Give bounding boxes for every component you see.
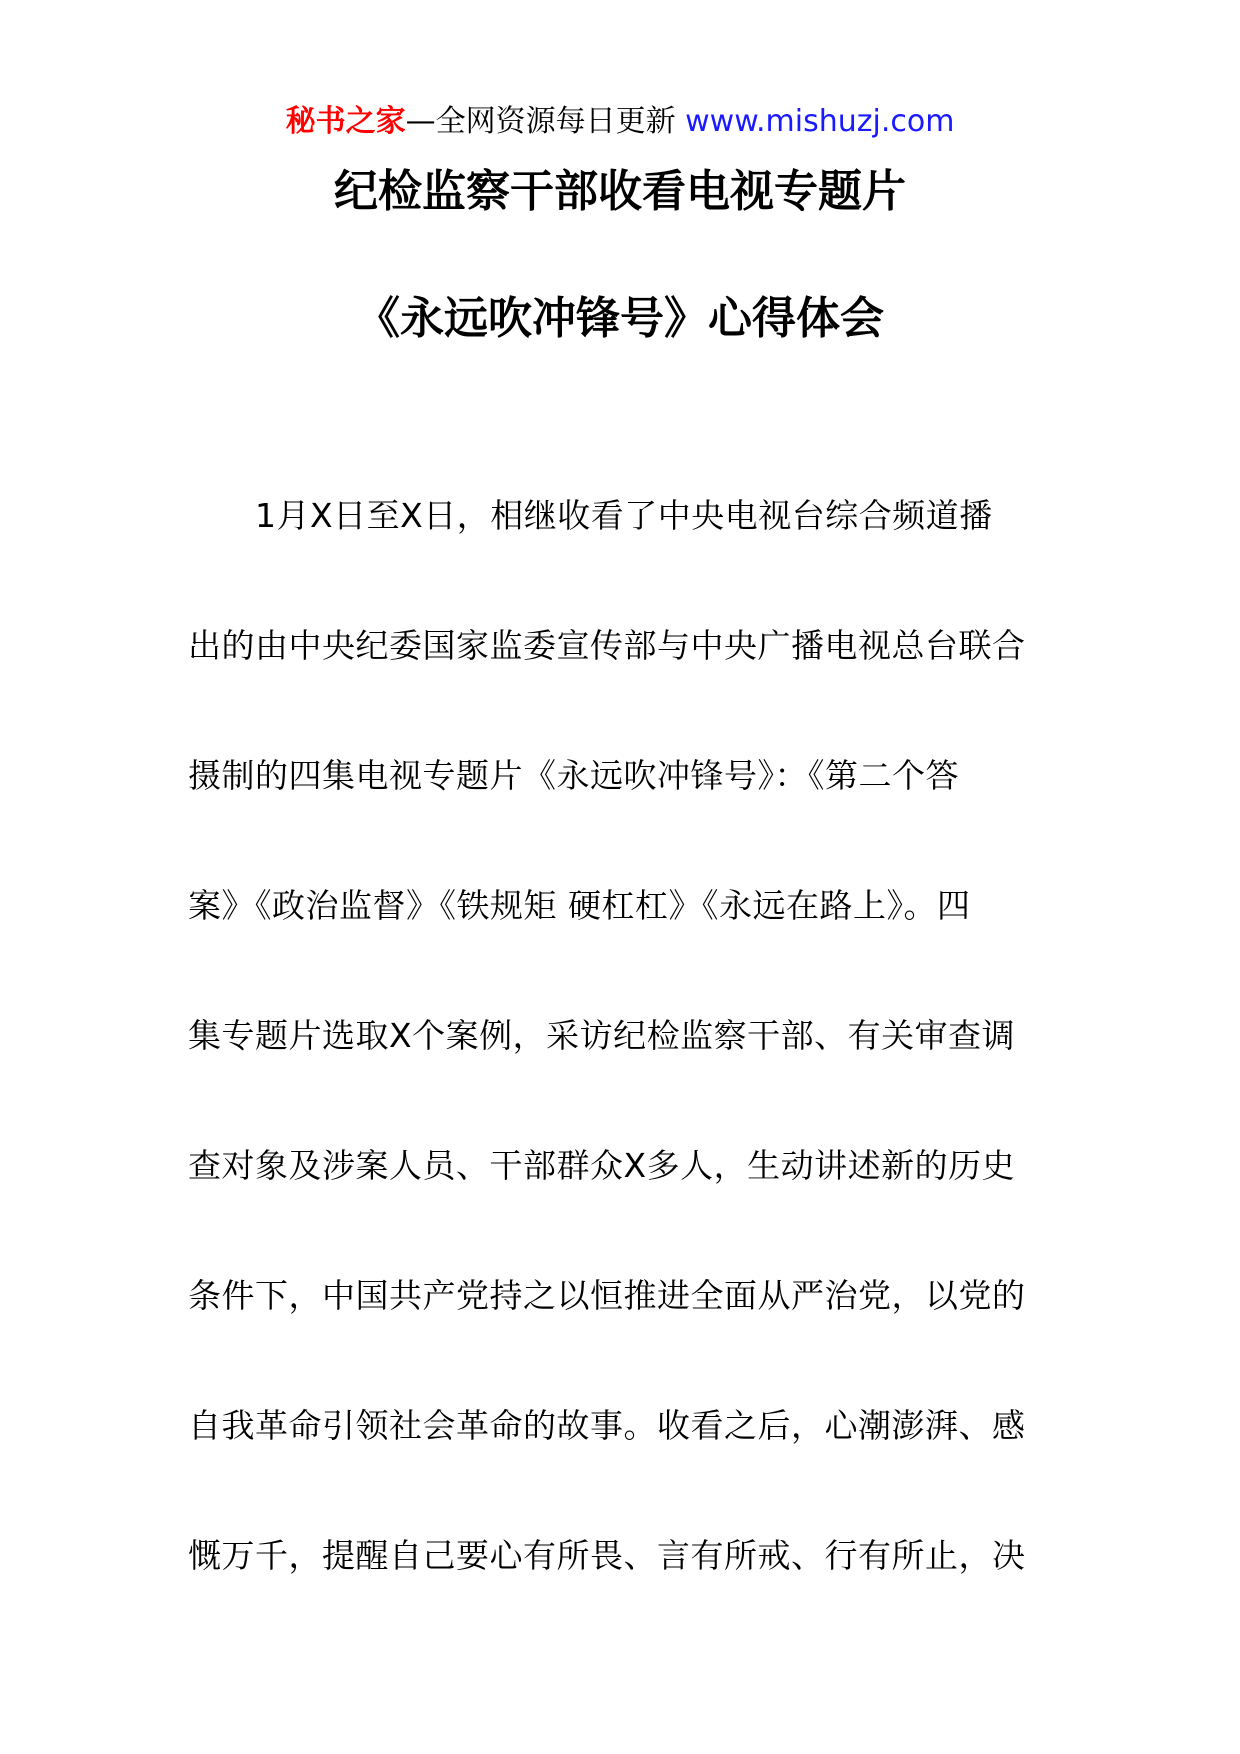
brand-name: 秘书之家: [285, 104, 406, 139]
header-tagline: —全网资源每日更新: [405, 104, 676, 139]
site-header: [0, 100, 1240, 144]
body-text-line: 查对象及涉案人员、干部群众X多人，生动讲述新的历史: [188, 1146, 1016, 1185]
body-text-line: 摄制的四集电视专题片《永远吹冲锋号》：《第二个答: [188, 756, 959, 795]
body-text-line: 条件下，中国共产党持之以恒推进全面从严治党，以党的: [188, 1276, 1026, 1315]
document-title-line-2: 《永远吹冲锋号》心得体会: [356, 293, 884, 344]
body-text-line: 出的由中央纪委国家监委宣传部与中央广播电视总台联合: [188, 626, 1026, 665]
body-text-line: 自我革命引领社会革命的故事。收看之后，心潮澎湃、感: [188, 1406, 1026, 1445]
document-title-line-1: 纪检监察干部收看电视专题片: [334, 166, 906, 217]
body-text-line: 1月X日至X日，相继收看了中央电视台综合频道播: [255, 496, 993, 535]
body-text-line: 慨万千，提醒自己要心有所畏、言有所戒、行有所止，决: [188, 1536, 1026, 1575]
body-text-line: 集专题片选取X个案例，采访纪检监察干部、有关审查调: [188, 1016, 1016, 1055]
body-text-line: 案》《政治监督》《铁规矩 硬杠杠》《永远在路上》。四: [188, 886, 971, 925]
site-url-link[interactable]: www.mishuzj.com: [685, 104, 955, 139]
